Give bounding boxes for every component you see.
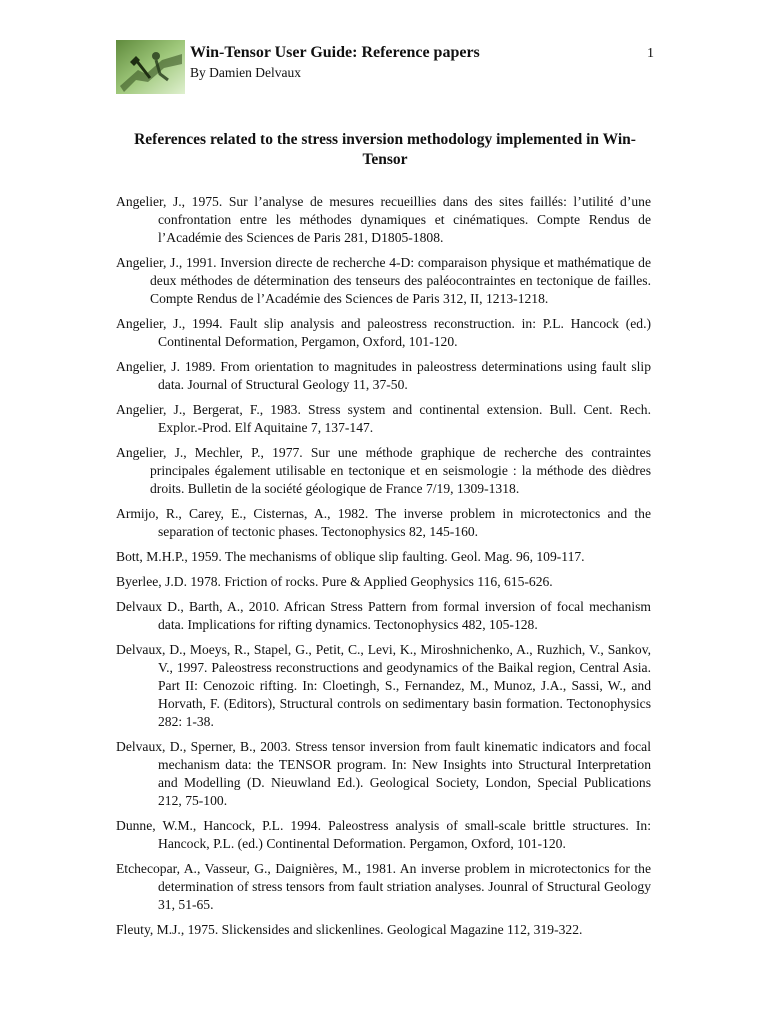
reference-item: Angelier, J. 1989. From orientation to magnitudes in paleostress determinations using fault slip data. Journal of Structural Geology 11, 37-50.	[116, 359, 651, 392]
reference-item: Fleuty, M.J., 1975. Slickensides and slickenlines. Geological Magazine 112, 319-322.	[116, 922, 583, 937]
reference-item: Angelier, J., 1994. Fault slip analysis and paleostress reconstruction. in: P.L. Hancock (ed.) Continental Deformation, Pergamon, Oxford, 101-120.	[116, 316, 651, 349]
reference-item: Angelier, J., Bergerat, F., 1983. Stress system and continental extension. Bull. Cent. Rech. Explor.-Prod. Elf Aquitaine 7, 137-147.	[116, 402, 651, 435]
header-title: Win-Tensor User Guide: Reference papers	[190, 44, 480, 61]
document-title: References related to the stress inversion methodology implemented in Win-Tensor	[134, 131, 636, 168]
page-number: 1	[647, 46, 654, 61]
reference-item: Delvaux, D., Sperner, B., 2003. Stress tensor inversion from fault kinematic indicators and focal mechanism data: the TENSOR program. In: New Insights into Structural Interpretation and Modelling (D. Nieuwland Ed.). Geological Society, London, Special Publications 212, 75-100.	[116, 739, 651, 808]
reference-item: Angelier, J., 1975. Sur l’analyse de mesures recueillies dans des sites faillés: l’utilité d’une confrontation entre les méthodes dynamiques et cinématiques. Compte Rendus de l’Académie des Sciences de Paris 281, D1805-1808.	[116, 194, 651, 245]
reference-item: Delvaux D., Barth, A., 2010. African Stress Pattern from formal inversion of focal mechanism data. Implications for rifting dynamics. Tectonophysics 482, 105-128.	[116, 599, 651, 632]
reference-list	[116, 193, 651, 946]
reference-item: Angelier, J., 1991. Inversion directe de recherche 4-D: comparaison physique et mathématique de deux méthodes de détermination des tenseurs des paléocontraintes en tectonique de failles. Compte Rendus de l’Académie des Sciences de Paris 312, II, 1213-1218.	[116, 255, 651, 306]
geologist-hammer-logo-icon	[116, 40, 185, 94]
reference-item: Delvaux, D., Moeys, R., Stapel, G., Petit, C., Levi, K., Miroshnichenko, A., Ruzhich, V., Sankov, V., 1997. Paleostress reconstructions and geodynamics of the Baikal region, Central Asia. Part II: Cenozoic rifting. In: Cloetingh, S., Fernandez, M., Munoz, J.A., Sassi, W., and Horvath, F. (Editors), Structural controls on sedimentary basin formation. Tectonophysics 282: 1-38.	[116, 642, 651, 729]
reference-item: Etchecopar, A., Vasseur, G., Daignières, M., 1981. An inverse problem in microtectonics for the determination of stress tensors from fault striation analyses. Jounral of Structural Geology 31, 51-65.	[116, 861, 651, 912]
reference-item: Armijo, R., Carey, E., Cisternas, A., 1982. The inverse problem in microtectonics and the separation of tectonic phases. Tectonophysics 82, 145-160.	[116, 506, 651, 539]
reference-item: Angelier, J., Mechler, P., 1977. Sur une méthode graphique de recherche des contraintes principales également utilisable en tectonique et en seismologie : la méthode des dièdres droits. Bulletin de la société géologique de France 7/19, 1309-1318.	[116, 445, 651, 496]
header-author: By Damien Delvaux	[190, 65, 301, 80]
reference-item: Byerlee, J.D. 1978. Friction of rocks. Pure & Applied Geophysics 116, 615-626.	[116, 574, 553, 589]
reference-item: Bott, M.H.P., 1959. The mechanisms of oblique slip faulting. Geol. Mag. 96, 109-117.	[116, 549, 585, 564]
reference-item: Dunne, W.M., Hancock, P.L. 1994. Paleostress analysis of small-scale brittle structures. In: Hancock, P.L. (ed.) Continental Deformation. Pergamon, Oxford, 101-120.	[116, 818, 651, 851]
